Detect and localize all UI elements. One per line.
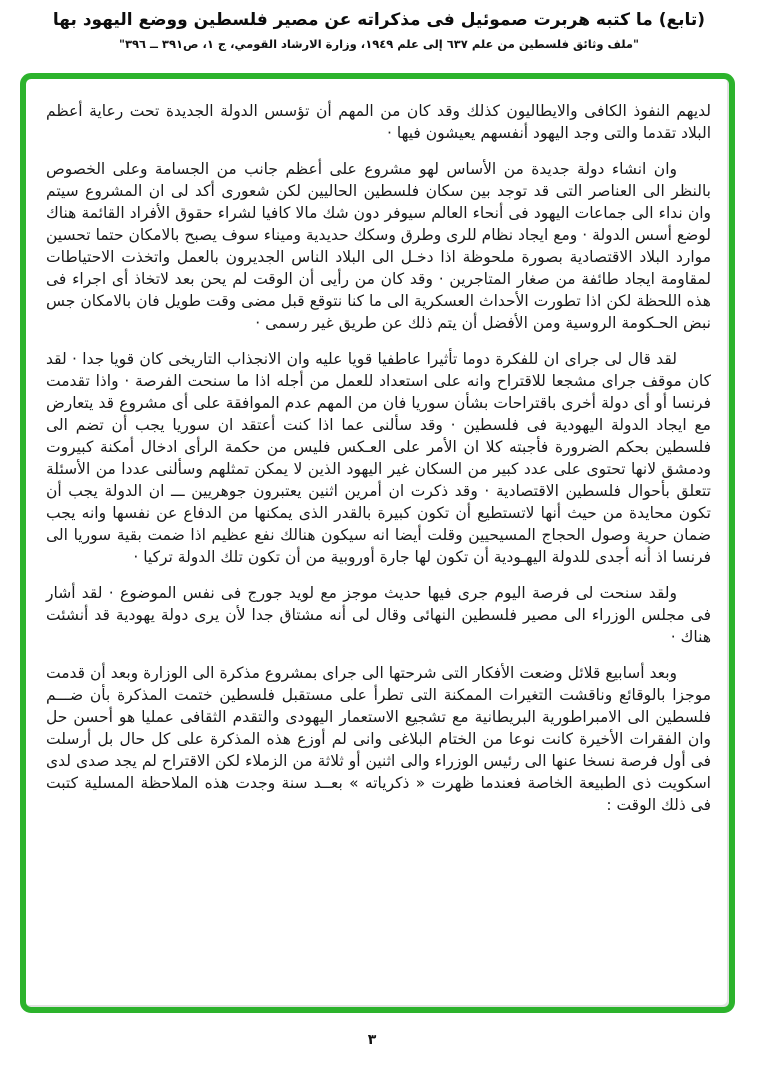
paragraph-4: ولقد سنحت لى فرصة اليوم جرى فيها حديث موجز مع لويد جورج فى نفس الموضوع · لقد أشار فى مجلس الوزراء الى مصير فلسطين النهائى وقال لى أنه مشتاق جدا لأن يرى دولة يهودية قد أنشئت هناك · <box>46 584 711 646</box>
page-number: ٣ <box>367 1032 377 1048</box>
page-title: (تابع) ما كتبه هربرت صموئيل فى مذكراته عن مصير فلسطين ووضع اليهود بها <box>52 10 706 30</box>
paragraph-2: وان انشاء دولة جديدة من الأساس لهو مشروع على أعظم جانب من الجسامة وعلى الخصوص بالنظر الى العناصر التى قد توجد بين سكان فلسطين الحاليين لكن شعورى أكد لى ان المشروع سيتم وان نداء الى جماعات اليهود فى أنحاء العالم سيوفر دون شك مالا كافيا لشراء حقوق الأفراد القائمة هناك لوضع أسس الدولة · ومع ايجاد نظام للرى وطرق وسكك حديدية وميناء سوف يصبح بالامكان حتما تحسين موارد البلاد الاقتصادية بصورة ملحوظة اذا دخـل الى البلاد الناس الجديرون بالعمل واتخذت الاحتياطات لمقاومة ايجاد طائفة من صغار المتاجرين · وقد كان من رأيى أن الوقت لم يحن بعد لاتخاذ أى اجراء فى هذه اللحظة لكن اذا تطورت الأحداث العسكرية الى ما كنا نتوقع قبل مضى وقت طويل فان بالامكان جس نبض الحـكومة الروسية ومن الأفضل أن يتم ذلك عن طريق غير رسمى · <box>46 160 711 332</box>
page-subtitle: "ملف وثائق فلسطين من علم ٦٣٧ إلى علم ١٩٤٩، وزارة الارشاد القومي، ج ١، ص٣٩١ ــ ٣٩٦" <box>118 37 640 51</box>
document-body <box>26 79 729 1007</box>
document-header <box>0 10 758 51</box>
paragraph-1: لديهم النفوذ الكافى والايطاليون كذلك وقد كان من المهم أن تؤسس الدولة الجديدة تحت رعاية أعظم البلاد تقدما والتى وجد اليهود أنفسهم يعيشون فيها · <box>46 102 711 142</box>
green-border-frame <box>20 73 735 1013</box>
paragraph-5: وبعد أسابيع قلائل وضعت الأفكار التى شرحتها الى جراى بمشروع مذكرة الى الوزارة وبعد أن قدمت موجزا بالوقائع وناقشت التغيرات الممكنة التى تطرأ على مستقبل فلسطين ختمت المذكرة بأن ضـــم فلسطين الى الامبراطورية البريطانية مع تشجيع الاستعمار اليهودى والتقدم الثقافى عمليا هو أحسن حل وان الفقرات الأخيرة كانت نوعا من الختام البلاغى وانى لم أوزع هذه المذكرة على كل حال بل أرسلت فى أول فرصة نسخا عنها الى رئيس الوزراء والى اثنين أو ثلاثة من الزملاء لكن الاقتراح لم يجد صدى لدى اسكويت ذى الطبيعة الخاصة فعندما ظهرت « ذكرياته » بعــد سنة وجدت هذه الملاحظة المسلية كتبت فى ذلك الوقت : <box>46 664 711 814</box>
paragraph-3: لقد قال لى جراى ان للفكرة دوما تأثيرا عاطفيا قويا عليه وان الانجذاب التاريخى كان قويا جدا · لقد كان موقف جراى مشجعا للاقتراح وانه على استعداد للعمل من أجله اذا ما سنحت الفرصة · واذا تقدمت فرنسا أو أى دولة أخرى باقتراحات بشأن سوريا فان من المهم عدم الموافقة على أى مشروع قد يتعارض مع ايجاد الدولة اليهودية فى فلسطين · وقد سألنى عما اذا كنت أعتقد ان سوريا يجب أن تضم الى فلسطين بحكم الضرورة فأجبته كلا ان الأمر على العـكس فليس من حكمة الرأى ادخال أمكنة كبيروت ودمشق لانها تحتوى على عدد كبير من السكان غير اليهود الذين لا يمكن تمثلهم وسألنى عددا من الأسئلة تتعلق بأحوال فلسطين الاقتصادية · وقد ذكرت ان أمرين اثنين يعتبرون جوهريين ـــ ان الدولة يجب أن تكون محايدة من حيث أنها لاتستطيع أن تكون كبيرة بالقدر الذى يمكنها من الدفاع عن نفسها وانه يجب ضمان حرية وصول الحجاج المسيحيين وقلت أيضا انه سيكون هنالك نفع عظيم اذا ضمت بقية سوريا الى فرنسا اذ أنه أجدى للدولة اليهـودية أن تكون لها جارة أوروبية من أن تكون تلك الدولة تركيا · <box>46 350 711 566</box>
